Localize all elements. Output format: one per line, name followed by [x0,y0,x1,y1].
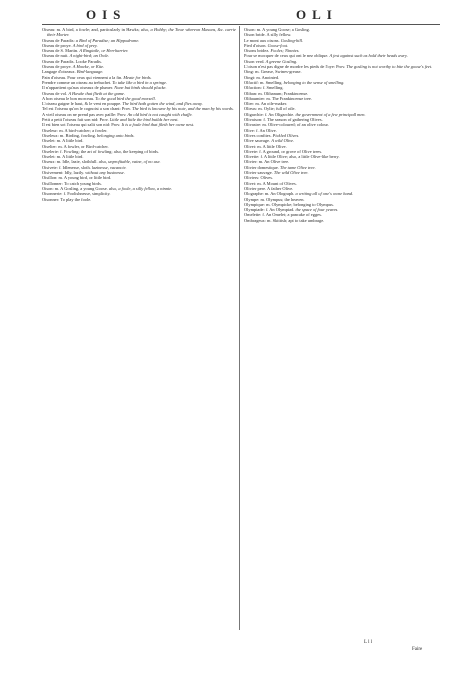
entry-headword: Oiseau de nuit. [42,53,69,59]
entry-translation: The bird hath gotten the wind, and flies away. [122,101,203,107]
entry-headword: A vieil oiseau on ne prend pas avec paille: Prov. [42,111,127,117]
entry-headword: Oingt: m. Anointed. [244,74,280,80]
entry-headword: Oisivement: Idly, lazily. [42,170,85,176]
entry-headword: Olives confites. [244,132,272,138]
entry-headword: Oiseau de proye. [42,64,72,70]
entry-headword: Olivette: f. A little Olive; also, a little Olive-like berry. [244,154,340,160]
entry-translation: Bird-language. [76,69,104,75]
entry-headword: Oiseau de proye. [42,42,72,48]
catchword: Faire [412,647,423,652]
entry-headword: Oisivete: f. Idlenesse, sloth. [42,164,91,170]
entry-headword: Olympiade: f. An Olympiad. [244,207,295,213]
entry-headword: Oiseau de Paradis. Looke Paradis. [42,58,102,64]
entry-translation: The wild Olive tree. [273,170,309,176]
entry-headword: Il n'appartient qu'aux oiseaux de plumer. [42,85,114,91]
entry-headword: Olivet: m. A little Olive. [244,143,287,149]
entry-headword: Olibaumier: m. The Frankincense tree. [244,95,312,101]
entry-translation: a writing all of one's owne hand. [295,191,354,197]
entry-translation: A bird of prey. [72,42,98,48]
entry-translation: The gosling is not worthy to bite the goose's feet. [346,64,433,70]
entry-headword: Olive sauvage. [244,138,271,144]
entry-headword: Olivet: m. A Mount of Olives. [244,180,297,186]
entry-headword: Olivier domestique. [244,164,279,170]
entry-headword: Oison verd. [244,58,265,64]
entry-headword: Oing: m. Grease, Swines-grease. [244,69,302,75]
entry-headword: Olivastre: m. Olive-coloured; of an olive colour. [244,122,329,128]
entry-translation: None but birds should plucke. [114,85,167,91]
entry-headword: Oiseau de S. Martin. [42,48,79,54]
entry-headword: Oiseau de Paradis: [42,37,75,43]
entry-translation: also, unprofitable, vaine, of no use. [98,159,161,165]
entry-headword: Oligarchie: f. An Oligarchie. [244,111,295,117]
entry-translation: Pickled Olives. [272,132,300,138]
dictionary-entry [42,197,236,202]
entry-headword: Omelette: f. An Omelet; a pancake of egges. [244,212,322,218]
header-right-guideword: OLI [296,7,338,22]
entry-headword: Olographe: m. An Olograph. [244,191,295,197]
entry-translation: without any businesse. [85,170,125,176]
right-column [244,27,438,223]
entry-translation: The bird is knowne by his note, and the man by his words. [132,106,234,112]
entry-headword: L'oiseau gaigne le haut, & le vent en pouppe. [42,101,122,107]
entry-headword: Olivier: m. An Olive tree. [244,159,290,165]
entry-headword: Oiselet: m. A little bird. [42,138,84,144]
entry-headword: Olivier sauvage. [244,170,273,176]
entry-translation: A Hawke that flieth at the game. [68,90,125,96]
entry-headword: Oison bride. A silly fellow. [244,32,292,38]
entry-headword: Oiseleur: m. A bird-catcher; a fowler. [42,127,108,133]
entry-headword: Olfactif: m. Smelling. [244,79,283,85]
entry-translation: Little and little the bird builds her nest. [109,117,179,123]
entry-translation: Fooles; Ninnies. [270,48,300,54]
entry-headword: Oisillonner: To catch young birds. [42,180,102,186]
entry-headword: Oisons bridez. [244,48,270,54]
entry-translation: the space of four yeares. [295,207,339,213]
entry-headword: Oiseau de vol. [42,90,68,96]
entry-headword: Langage d'oiseaux. [42,69,76,75]
entry-translation: Meate for birds. [123,74,152,80]
entry-translation: also, a Hobby; the Towe whereon Masons, &c. carrie their Morter. [47,27,236,38]
entry-headword: Le mont aux oisons. [244,37,280,43]
entry-headword: Olier: m. An oile-maker. [244,101,288,107]
entry-headword: Pour se mocquer de ceux qui ont le nez oblique. [244,53,329,59]
entry-translation: the government of a few principall men. [295,111,366,117]
entry-headword: Ombrageux: m. Skittish; apt to take umbrage. [244,217,325,223]
entry-headword: Oisonner: To play the foole. [42,196,92,202]
entry-headword: L'oison n'est pas digne de mordre les pieds de l'oye: Prov. [244,64,346,70]
entry-headword: Olieux: m. Oylie; full of oile. [244,106,296,112]
entry-headword: Oiselerie: f. Fowling; the art of fowling; also, the keeping of birds. [42,148,160,154]
entry-translation: A Ringtaile, or Hen-harrier. [79,48,129,54]
entry-translation: A night-bird; an Owle. [69,53,110,59]
entry-headword: Olive: f. An Olive. [244,127,277,133]
entry-headword: Oliviers: Olives. [244,175,274,181]
entry-headword: Olympique: m. Olympicke; belonging to Olympus. [244,201,334,207]
entry-headword: Oisonnerie: f. Foolishnesse, simplicity. [42,191,111,197]
entry-translation: a Bird of Paradise; an Hippodrome. [75,37,140,43]
entry-headword: Petit a petit l'oiseau fait son nid: Prov. [42,117,109,123]
entry-translation: An old bird is not caught with chaffe. [127,111,193,117]
entry-headword: Oiseux: m. Idle, lazie, slothfull. [42,159,98,165]
entry-headword: Tel est l'oiseau qu'on le cognoist a son chant: Prov. [42,106,132,112]
entry-headword: Prendre comme un oiseau au trebuchet. [42,79,112,85]
signature-mark: L l l [364,640,373,645]
entry-translation: belonging to the sense of smelling. [283,79,345,85]
header-rule [42,24,440,25]
entry-headword: Oison: m. A young Goose; a Gosling. [244,27,310,32]
entry-headword: Olivaison: f. The season of gathering Olives. [244,117,323,123]
entry-translation: A Hawke, or Kite. [72,64,105,70]
entry-headword: Olympe: m. Olympus; the heaven. [244,196,305,202]
entry-headword: Oliban: m. Olibanum; Frankincense. [244,90,309,96]
entry-translation: A greene Gosling. [265,58,298,64]
column-divider [239,26,240,630]
entry-headword: Oiseleux: m. Birding, fowling. [42,132,96,138]
entry-translation: also, a foole, a silly fellow, a ninnie. [108,185,173,191]
entry-translation: To the good bird the good morsell. [95,95,156,101]
entry-translation: lazinesse, vacancie. [91,164,127,170]
entry-headword: Olivete: f. A ground, or grove of Olive trees. [244,148,323,154]
entry-headword: Oisillon: m. A young bird, or little bird. [42,175,112,181]
entry-translation: A wild Olive. [271,138,295,144]
entry-headword: Oiselier: m. A fowler, or Bird-catcher. [42,143,109,149]
entry-translation: belonging unto birds. [97,132,135,138]
entry-translation: The tame Olive tree. [279,164,316,170]
entry-headword: Oiseau: m. A bird, a fowle; and, particularly in Hawks; [42,27,140,32]
entry-headword: Il est bien sot l'oiseau qui salit son nid: Prov. [42,122,121,128]
entry-headword: Olivier pere. A father Olive. [244,185,294,191]
entry-headword: A bon oiseau le bon morceau. [42,95,95,101]
header-left-guideword: OIS [86,7,127,22]
dictionary-entry [244,218,438,223]
left-column [42,27,236,202]
entry-headword: Olfaction: f. Smelling. [244,85,284,91]
entry-translation: Gosling-hill. [280,37,304,43]
entry-headword: Oison: m. A Gosling, a young Goose. [42,185,108,191]
dictionary-entry [42,27,236,38]
entry-headword: Pain d'oiseau. Pour ceux qui viennent a la fin. [42,74,123,80]
entry-headword: Oiselet: m. A little bird. [42,154,84,160]
entry-translation: It is a foule bird that fileth her owne nest. [121,122,195,128]
entry-translation: A jest against such as hold their heads awry. [329,53,408,59]
entry-translation: To take like a bird in a springe. [112,79,168,85]
entry-headword: Pied d'oison. [244,42,267,48]
entry-translation: Goose-foot. [267,42,289,48]
